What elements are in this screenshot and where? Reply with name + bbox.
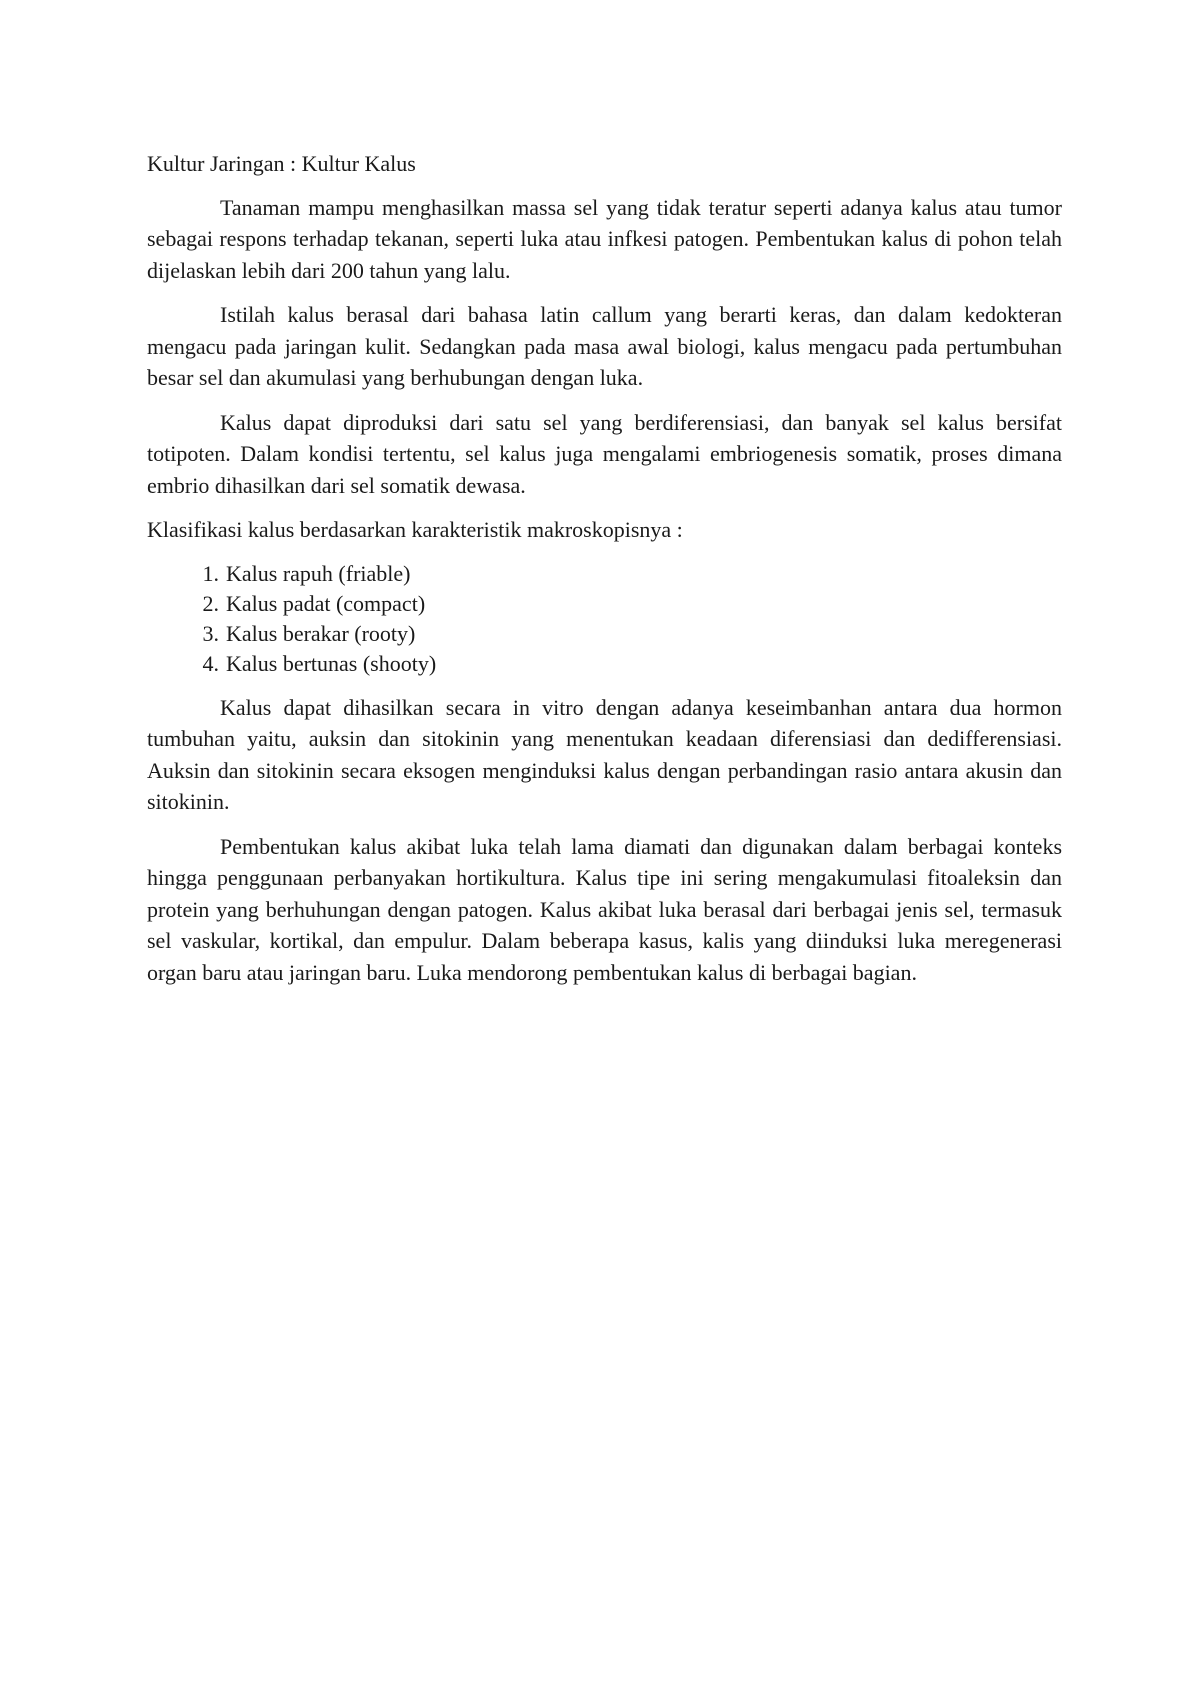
paragraph-callus-etymology: Istilah kalus berasal dari bahasa latin callum yang berarti keras, dan dalam kedokteran mengacu pada jaringan kulit. Sedangkan pada masa awal biologi, kalus mengacu pada pertumbuhan besar sel dan akumulasi yang berhubungan dengan luka. [147,302,1062,390]
list-item-text: Kalus padat (compact) [226,590,426,616]
classification-list [147,559,1062,679]
paragraph-callus-formation: Tanaman mampu menghasilkan massa sel yang tidak teratur seperti adanya kalus atau tumor sebagai respons terhadap tekanan, seperti luka atau infkesi patogen. Pembentukan kalus di pohon telah dijelaskan lebih dari 200 tahun yang lalu. [147,194,1062,283]
list-item [147,559,1062,589]
classification-intro: Klasifikasi kalus berdasarkan karakteristik makroskopisnya : [147,517,683,542]
paragraph-hormone-balance: Kalus dapat dihasilkan secara in vitro dengan adanya keseimbanhan antara dua hormon tumbuhan yaitu, auksin dan sitokinin yang menentukan keadaan diferensiasi dan dedifferensiasi. Auksin dan sitokinin secara eksogen menginduksi kalus dengan perbandingan rasio antara akusin dan sitokinin. [147,694,1062,814]
list-item [147,589,1062,619]
list-item-number: 4. [202,650,219,676]
list-item-number: 1. [202,560,219,586]
list-item-text: Kalus rapuh (friable) [226,560,411,586]
list-item-number: 3. [202,620,219,646]
paragraph-wound-callus: Pembentukan kalus akibat luka telah lama diamati dan digunakan dalam berbagai konteks hingga penggunaan perbanyakan hortikultura. Kalus tipe ini sering mengakumulasi fitoaleksin dan protein yang berhuhungan dengan patogen. Kalus akibat luka berasal dari berbagai jenis sel, termasuk sel vaskular, kortikal, dan empulur. Dalam beberapa kasus, kalis yang diinduksi luka meregenerasi organ baru atau jaringan baru. Luka mendorong pembentukan kalus di berbagai bagian. [147,833,1062,985]
list-item-number: 2. [202,590,219,616]
paragraph-totipotency: Kalus dapat diproduksi dari satu sel yang berdiferensiasi, dan banyak sel kalus bersifat totipoten. Dalam kondisi tertentu, sel kalus juga mengalami embriogenesis somatik, proses dimana embrio dihasilkan dari sel somatik dewasa. [147,409,1062,498]
document-title: Kultur Jaringan : Kultur Kalus [147,151,416,176]
list-item [147,649,1062,679]
list-item [147,619,1062,649]
list-item-text: Kalus berakar (rooty) [226,620,416,646]
list-item-text: Kalus bertunas (shooty) [226,650,437,676]
document-body [147,148,1062,1001]
